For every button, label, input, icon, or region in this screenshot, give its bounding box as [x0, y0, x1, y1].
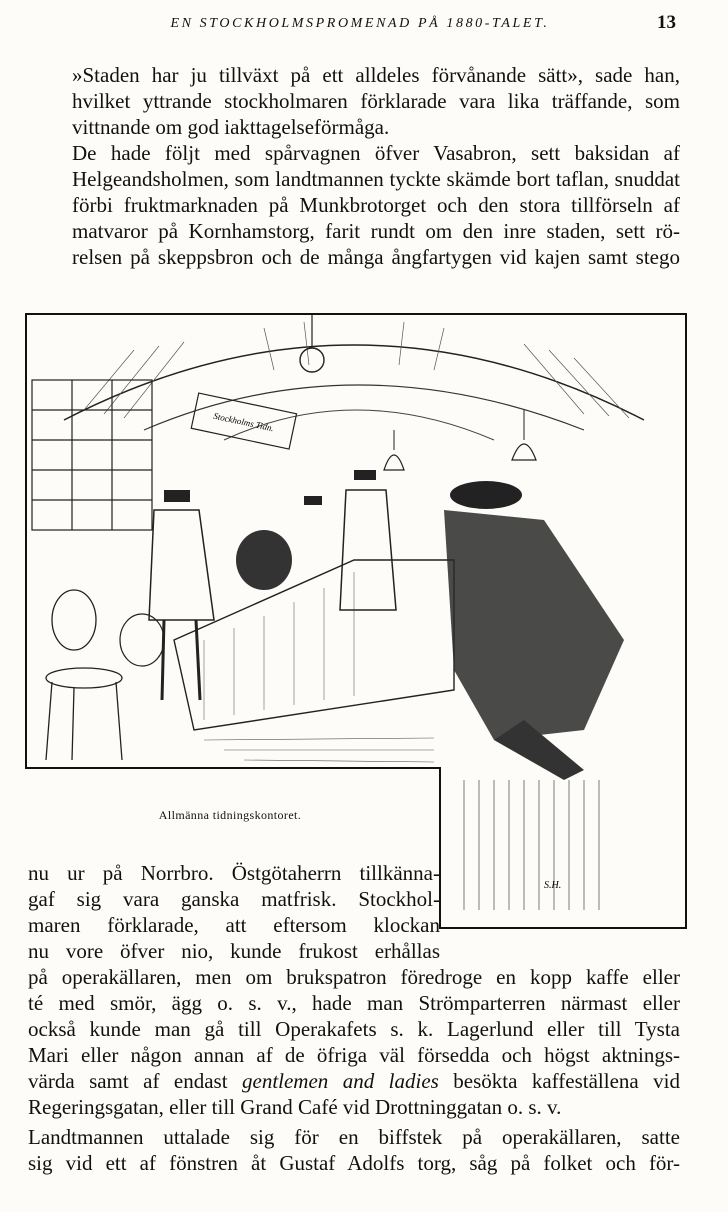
text-line: »Staden har ju tillväxt på ett alldeles förvånande sätt», sade han,: [72, 63, 680, 87]
text-line: vittnande om god iakttagelseförmåga.: [72, 115, 390, 139]
text-line: också kunde man gå till Operakafets s. k. Lagerlund eller till Tysta: [28, 1017, 680, 1041]
engraving-drawing: [24, 310, 688, 932]
office-sign: [191, 393, 296, 449]
vault-arc-inner: [144, 385, 584, 430]
text-line: nu ur på Norrbro. Östgötaherrn tillkänna-: [28, 861, 440, 885]
bentwood-chair: [46, 590, 122, 760]
running-head: EN STOCKHOLMSPROMENAD PÅ 1880-TALET.: [170, 16, 550, 31]
lamp-globe: [300, 348, 324, 372]
wall-hatching: [464, 780, 599, 910]
text-line: Landtmannen uttalade sig för en biffstek på operakällaren, satte: [28, 1125, 680, 1149]
page-number: 13: [657, 12, 676, 33]
text-line: gaf sig vara ganska matfrisk. Stockhol-: [28, 887, 440, 911]
italic-phrase: gentlemen and ladies: [242, 1069, 439, 1093]
paragraph-2: [28, 140, 680, 270]
text-line: hvilket yttrande stockholmaren förklarade vara lika träffande, som: [72, 89, 680, 113]
text-line: nu vore öfver nio, kunde frukost erhållas: [28, 939, 440, 963]
basket: [120, 614, 164, 666]
counter: [174, 560, 454, 730]
text-line: Helgeandsholmen, som landtmannen tyckte skämde bort taflan, snuddat: [72, 167, 680, 191]
text-line: maren förklarade, att eftersom klockan: [28, 913, 440, 937]
figures: [149, 470, 624, 780]
paragraph-1: [28, 62, 680, 140]
counter-hatching: [204, 572, 354, 720]
text-line: sig vid ett af fönstren åt Gustaf Adolfs torg, såg på folket och för-: [28, 1151, 680, 1175]
lamp-shade: [384, 455, 404, 470]
text-line: Mari eller någon annan af de öfriga väl försedda och högst aktnings-: [28, 1043, 680, 1067]
artist-signature: S.H.: [544, 880, 562, 891]
pigeonhole-shelves: [32, 380, 152, 530]
paragraph-3-continued: [28, 964, 680, 1120]
text-line: förbi fruktmarknaden på Munkbrotorget och den stora tillförseln af: [72, 193, 680, 217]
text-line: té med smör, ägg o. s. v., hade man Strömparterren närmast eller: [28, 991, 680, 1015]
text-line: på operakällaren, men om brukspatron föredroge en kopp kaffe eller: [28, 965, 680, 989]
text-line: relsen på skeppsbron och de många ångfartygen vid kajen samt stego: [72, 245, 680, 269]
floor-hatching: [204, 738, 434, 762]
text-line-with-italic: [28, 1068, 680, 1094]
text-line: matvaror på Kornhamstorg, farit rundt om den inre staden, sett rö-: [72, 219, 680, 243]
text-segment: besökta kaffeställena vid: [453, 1069, 680, 1093]
illustration-caption: Allmänna tidningskontoret.: [158, 808, 302, 822]
vault-hatching: [84, 322, 629, 418]
lamp-shade: [512, 444, 536, 460]
text-line: Regeringsgatan, eller till Grand Café vid Drottninggatan o. s. v.: [28, 1095, 562, 1119]
newspaper-office-illustration: [24, 310, 688, 932]
paragraph-4: [28, 1124, 680, 1176]
text-segment: värda samt af endast: [28, 1069, 228, 1093]
text-line: De hade följt med spårvagnen öfver Vasabron, sett baksidan af: [72, 141, 680, 165]
sign-text: Stockholms Tidn.: [212, 410, 275, 434]
paragraph-3-wrapped: [28, 860, 440, 964]
